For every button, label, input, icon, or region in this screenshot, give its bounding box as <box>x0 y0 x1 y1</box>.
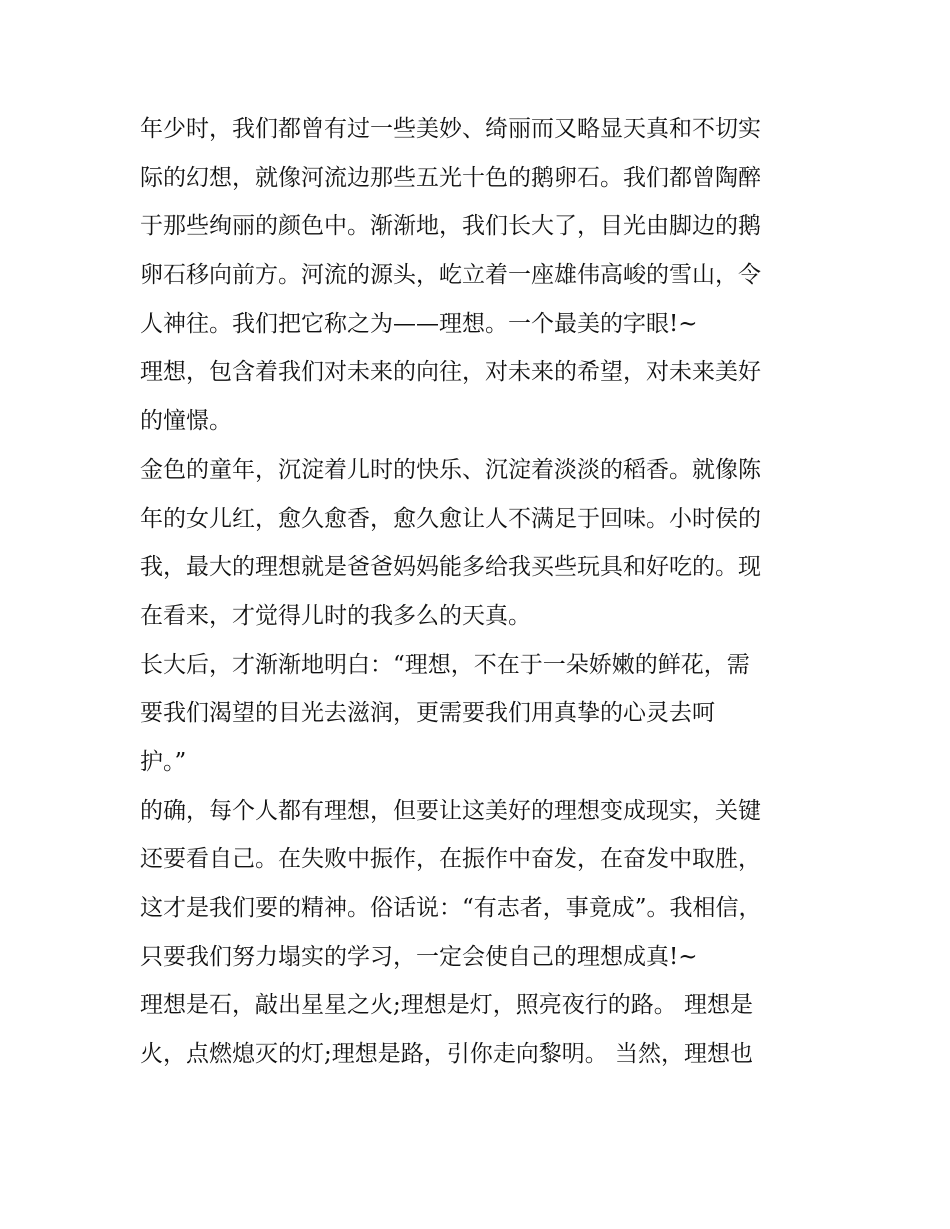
text-line: 的确，每个人都有理想，但要让这美好的理想变成现实，关键 <box>140 797 761 824</box>
text-line: 还要看自己。在失败中振作，在振作中奋发，在奋发中取胜， <box>140 846 761 873</box>
text-line: 护。” <box>140 748 187 775</box>
text-line: 这才是我们要的精神。俗话说：“有志者，事竟成”。我相信， <box>140 895 762 921</box>
text-line: 金色的童年，沉淀着儿时的快乐、沉淀着淡淡的稻香。就像陈 <box>140 456 761 483</box>
text-line: 于那些绚丽的颜色中。渐渐地，我们长大了，目光由脚边的鹅 <box>140 213 761 240</box>
text-line: 年少时，我们都曾有过一些美妙、绮丽而又略显天真和不切实 <box>140 116 761 142</box>
text-line: 理想是石，敲出星星之火;理想是灯，照亮夜行的路。 理想是 <box>140 992 754 1019</box>
text-line: 际的幻想，就像河流边那些五光十色的鹅卵石。我们都曾陶醉 <box>140 164 761 191</box>
text-line: 的憧憬。 <box>140 408 232 435</box>
text-line: 年的女儿红，愈久愈香，愈久愈让人不满足于回味。小时侯的 <box>140 505 761 532</box>
text-line: 只要我们努力塌实的学习，一定会使自己的理想成真!~ <box>140 943 698 970</box>
text-line: 在看来，才觉得儿时的我多么的天真。 <box>140 602 531 629</box>
text-line: 理想，包含着我们对未来的向往，对未来的希望，对未来美好 <box>140 359 761 386</box>
text-line: 卵石移向前方。河流的源头，屹立着一座雄伟高峻的雪山，令 <box>140 262 761 289</box>
text-line: 要我们渴望的目光去滋润，更需要我们用真挚的心灵去呵 <box>140 700 715 727</box>
text-line: 长大后，才渐渐地明白：“理想，不在于一朵娇嫩的鲜花，需 <box>140 651 750 678</box>
text-line: 火，点燃熄灭的灯;理想是路，引你走向黎明。 当然，理想也 <box>140 1041 754 1068</box>
essay-text <box>140 105 820 1079</box>
text-line: 我，最大的理想就是爸爸妈妈能多给我买些玩具和好吃的。现 <box>140 554 761 581</box>
text-line: 人神往。我们把它称之为——理想。一个最美的字眼!~ <box>140 310 698 337</box>
